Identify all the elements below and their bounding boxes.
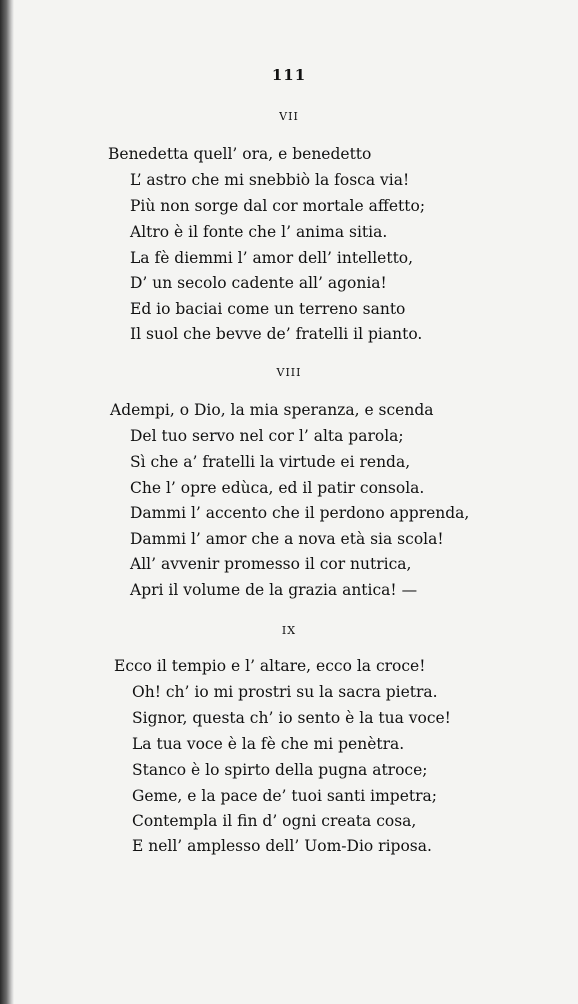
verse-line: Ecco il tempio e l’ altare, ecco la croce! [114,657,426,675]
verse-line: Altro è il fonte che l’ anima sitia. [130,223,388,241]
section-heading-viii: VIII [276,366,302,379]
verse-line: E nell’ amplesso dell’ Uom-Dio riposa. [132,837,432,855]
verse-line: Ed io baciai come un terreno santo [130,300,406,318]
verse-line: Contempla il fin d’ ogni creata cosa, [132,812,417,830]
verse-line: Il suol che bevve de’ fratelli il pianto. [130,325,423,343]
verse-line: La tua voce è la fè che mi penètra. [132,735,405,753]
verse-line: Adempi, o Dio, la mia speranza, e scenda [110,401,434,419]
verse-line: Dammi l’ amor che a nova età sia scola! [130,530,444,548]
page-number: 111 [271,66,307,84]
verse-line: D’ un secolo cadente all’ agonia! [130,274,387,292]
verse-line: Che l’ opre edùca, ed il patir consola. [130,479,425,497]
section-heading-vii: VII [279,110,299,123]
verse-line: Oh! ch’ io mi prostri su la sacra pietra. [132,683,438,701]
verse-line: Più non sorge dal cor mortale affetto; [130,197,426,215]
verse-line: Dammi l’ accento che il perdono apprenda, [130,504,470,522]
verse-line: Signor, questa ch’ io sento è la tua voce! [132,709,451,727]
verse-line: Sì che a’ fratelli la virtude ei renda, [130,453,411,471]
section-heading-ix: IX [281,624,297,637]
verse-line: Geme, e la pace de’ tuoi santi impetra; [132,787,437,805]
verse-line: Apri il volume de la grazia antica! — [130,581,418,599]
page-binding-shadow [0,0,14,1004]
verse-line: La fè diemmi l’ amor dell’ intelletto, [130,249,414,267]
verse-line: L’ astro che mi snebbiò la fosca via! [130,171,410,189]
verse-line: Del tuo servo nel cor l’ alta parola; [130,427,404,445]
verse-line: Stanco è lo spirto della pugna atroce; [132,761,428,779]
verse-line: Benedetta quell’ ora, e benedetto [108,145,372,163]
verse-line: All’ avvenir promesso il cor nutrica, [130,555,412,573]
